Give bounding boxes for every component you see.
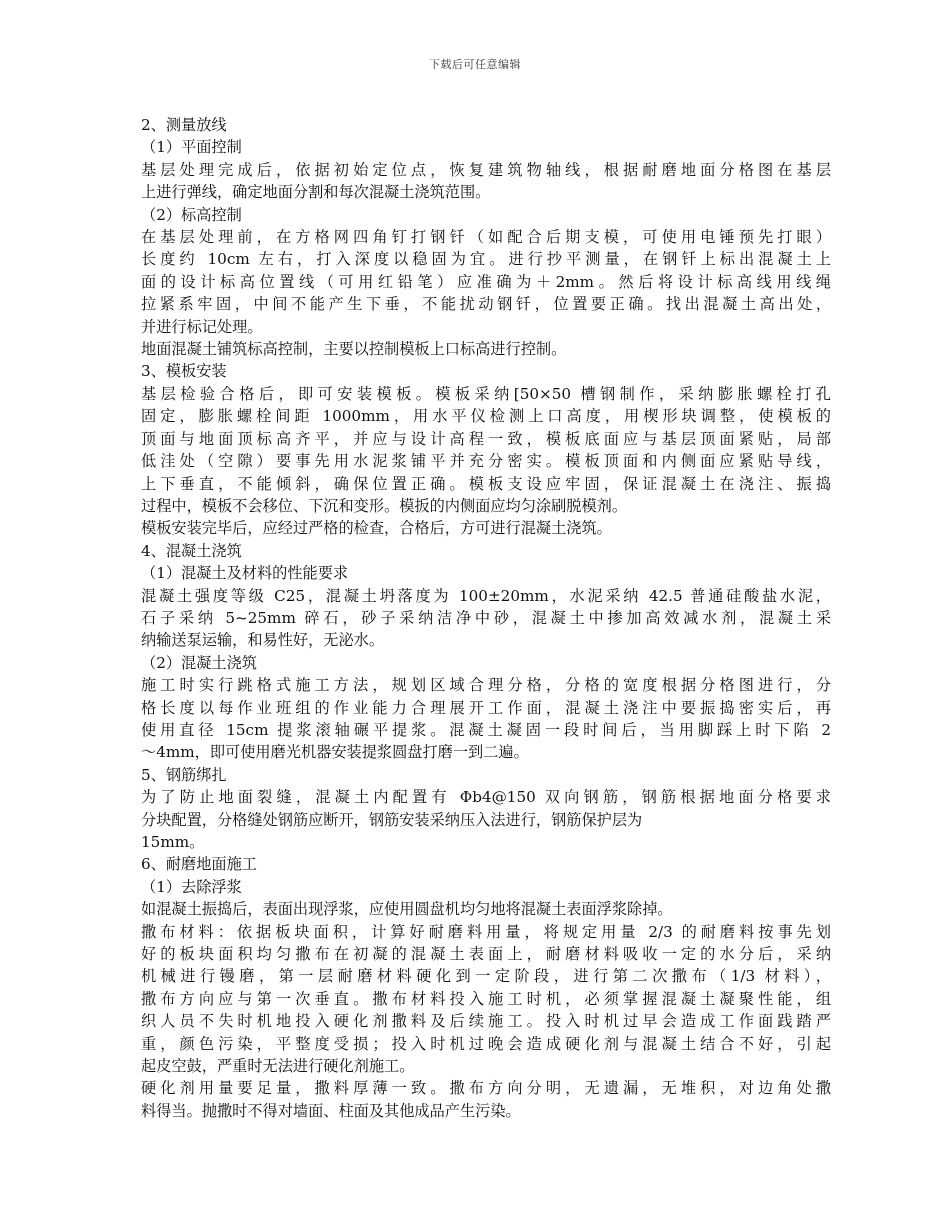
text-line: 格长度以每作业班组的作业能力合理展开工作面，混凝土浇注中要振捣密实后，再	[141, 698, 831, 717]
text-line: ～4mm，即可使用磨光机器安装提浆圆盘打磨一到二遍。	[141, 743, 529, 762]
text-line: 地面混凝土铺筑标高控制，主要以控制模板上口标高进行控制。	[141, 340, 567, 359]
text-line: 5、钢筋绑扎	[141, 765, 227, 784]
text-line: 上进行弹线，确定地面分割和每次混凝土浇筑范围。	[141, 183, 491, 202]
text-line: （1）混凝土及材料的性能要求	[141, 564, 349, 583]
text-line: 分块配置，分格缝处钢筋应断开，钢筋安装采纳压入法进行，钢筋保护层为	[141, 810, 643, 829]
text-line: 并进行标记处理。	[141, 317, 263, 336]
text-line: 6、耐磨地面施工	[141, 855, 257, 874]
text-line: 低洼处（空隙）要事先用水泥浆铺平并充分密实。模板顶面和内侧面应紧贴导线，	[141, 452, 831, 471]
text-line: 过程中，模板不会移位、下沉和变形。模扳的内侧面应均匀涂刷脱模剂。	[141, 496, 627, 515]
text-line: （2）混凝土浇筑	[141, 653, 257, 672]
text-line: 石子采纳 5~25mm 碎石，砂子采纳洁净中砂，混凝土中掺加高效减水剂，混凝土采	[141, 608, 831, 627]
text-line: 为了防止地面裂缝，混凝土内配置有 Φb4@150 双向钢筋，钢筋根据地面分格要求	[141, 788, 831, 807]
document-body	[141, 114, 831, 1122]
text-line: 如混凝土振捣后，表面出现浮浆，应使用圆盘机均匀地将混凝土表面浮浆除掉。	[141, 900, 673, 919]
text-line: 硬化剂用量要足量，撒料厚薄一致。撒布方向分明，无遗漏，无堆积，对边角处撒	[141, 1079, 831, 1098]
text-line: 基层处理完成后，依据初始定位点，恢复建筑物轴线，根据耐磨地面分格图在基层	[141, 160, 831, 179]
text-line: 重，颜色污染，平整度受损；投入时机过晚会造成硬化剂与混凝土结合不好，引起	[141, 1034, 831, 1053]
text-line: 拉紧系牢固，中间不能产生下垂，不能扰动钢钎，位置要正确。找出混凝土高出处，	[141, 295, 831, 314]
text-line: 织人员不失时机地投入硬化剂撒料及后续施工。投入时机过早会造成工作面践踏严	[141, 1012, 831, 1031]
text-line: 起皮空鼓，严重时无法进行硬化剂施工。	[141, 1057, 415, 1076]
text-line: （2）标高控制	[141, 205, 242, 224]
text-line: 机械进行镘磨，第一层耐磨材料硬化到一定阶段，进行第二次撒布（1/3 材料），	[141, 967, 831, 986]
text-line: 好的板块面积均匀撒布在初凝的混凝土表面上，耐磨材料吸收一定的水分后，采纳	[141, 945, 831, 964]
text-line: 纳输送泵运输，和易性好，无泌水。	[141, 631, 384, 650]
text-line: 面的设计标高位置线（可用红铅笔）应准确为＋2mm。然后将设计标高线用线绳	[141, 272, 831, 291]
text-line: 上下垂直，不能倾斜，确保位置正确。模板支设应牢固，保证混凝土在浇注、振捣	[141, 474, 831, 493]
text-line: 固定，膨胀螺栓间距 1000mm，用水平仪检测上口高度，用楔形块调整，使模板的	[141, 407, 831, 426]
text-line: 3、模板安装	[141, 362, 227, 381]
text-line: （1）平面控制	[141, 138, 242, 157]
text-line: 撒布材料：依据板块面积，计算好耐磨料用量，将规定用量 2/3 的耐磨料按事先划	[141, 922, 831, 941]
text-line: （1）去除浮浆	[141, 877, 242, 896]
text-line: 长度约 10cm 左右，打入深度以稳固为宜。进行抄平测量，在钢钎上标出混凝土上	[141, 250, 831, 269]
page-header: 下载后可任意编辑	[429, 58, 521, 71]
text-line: 在基层处理前，在方格网四角钉打钢钎（如配合后期支模，可使用电锤预先打眼）	[141, 228, 831, 247]
text-line: 模板安装完毕后，应经过严格的检查，合格后，方可进行混凝土浇筑。	[141, 519, 612, 538]
text-line: 基层检验合格后，即可安装模板。模板采纳[50×50 槽钢制作，采纳膨胀螺栓打孔	[141, 384, 831, 403]
text-line: 4、混凝土浇筑	[141, 541, 242, 560]
text-line: 使用直径 15cm 提浆滚轴碾平提浆。混凝土凝固一段时间后，当用脚踩上时下陷 2	[141, 720, 831, 739]
text-line: 撒布方向应与第一次垂直。撒布材料投入施工时机，必须掌握混凝土凝聚性能，组	[141, 989, 831, 1008]
text-line: 混凝土强度等级 C25，混凝土坍落度为 100±20mm，水泥采纳 42.5 普通硅酸盐水泥，	[141, 586, 831, 605]
text-line: 顶面与地面顶标高齐平，并应与设计高程一致，模板底面应与基层顶面紧贴，局部	[141, 429, 831, 448]
text-line: 15mm。	[141, 833, 205, 851]
text-line: 料得当。抛撒时不得对墙面、柱面及其他成品产生污染。	[141, 1101, 521, 1120]
text-line: 2、测量放线	[141, 116, 227, 134]
text-line: 施工时实行跳格式施工方法，规划区域合理分格，分格的宽度根据分格图进行，分	[141, 676, 831, 695]
